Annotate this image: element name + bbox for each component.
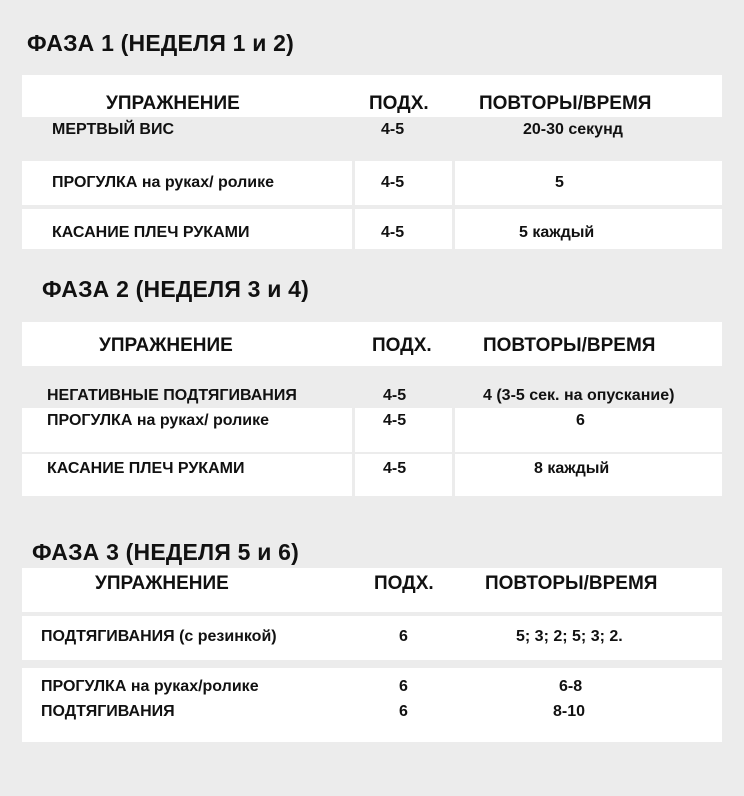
sets-value: 4-5 [381,224,405,241]
sets-value: 4-5 [383,412,407,429]
header-sets: ПОДХ. [372,335,432,356]
header-reps: ПОВТОРЫ/ВРЕМЯ [479,93,652,114]
exercise-name: КАСАНИЕ ПЛЕЧ РУКАМИ [52,224,250,241]
phase-2-title: ФАЗА 2 (НЕДЕЛЯ 3 и 4) [42,276,310,302]
header-exercise: УПРАЖНЕНИЕ [99,335,233,356]
sets-value: 4-5 [383,460,407,477]
header-sets: ПОДХ. [374,573,434,594]
exercise-name: МЕРТВЫЙ ВИС [52,121,175,138]
header-reps: ПОВТОРЫ/ВРЕМЯ [483,335,656,356]
header-exercise: УПРАЖНЕНИЕ [95,573,229,594]
exercise-name: НЕГАТИВНЫЕ ПОДТЯГИВАНИЯ [47,387,297,404]
sets-value: 6 [399,628,408,645]
exercise-name: ПРОГУЛКА на руках/ ролике [52,174,275,191]
exercise-name: ПРОГУЛКА на руках/ролике [41,678,259,695]
reps-value: 5; 3; 2; 5; 3; 2. [516,628,623,645]
reps-value: 5 каждый [519,224,595,241]
phase-1-title: ФАЗА 1 (НЕДЕЛЯ 1 и 2) [27,30,295,56]
sets-value: 4-5 [381,174,405,191]
header-reps: ПОВТОРЫ/ВРЕМЯ [485,573,658,594]
header-sets: ПОДХ. [369,93,429,114]
column-divider [352,366,355,496]
exercise-name: КАСАНИЕ ПЛЕЧ РУКАМИ [47,460,245,477]
sets-value: 4-5 [383,387,407,404]
exercise-name: ПОДТЯГИВАНИЯ (с резинкой) [41,628,277,645]
exercise-name: ПОДТЯГИВАНИЯ [41,703,175,720]
sets-value: 4-5 [381,121,405,138]
reps-value: 8-10 [553,703,586,720]
reps-value: 8 каждый [534,460,610,477]
reps-value: 4 (3-5 сек. на опускание) [483,387,675,404]
sets-value: 6 [399,678,408,695]
reps-value: 6-8 [559,678,583,695]
reps-value: 20-30 секунд [523,121,623,138]
reps-value: 6 [576,412,585,429]
header-exercise: УПРАЖНЕНИЕ [106,93,240,114]
column-divider [452,117,455,249]
column-divider [452,366,455,496]
phase-3-title: ФАЗА 3 (НЕДЕЛЯ 5 и 6) [32,539,300,565]
column-divider [352,117,355,249]
reps-value: 5 [555,174,564,191]
sets-value: 6 [399,703,408,720]
phase-3-row-separator [22,660,722,668]
exercise-name: ПРОГУЛКА на руках/ ролике [47,412,270,429]
